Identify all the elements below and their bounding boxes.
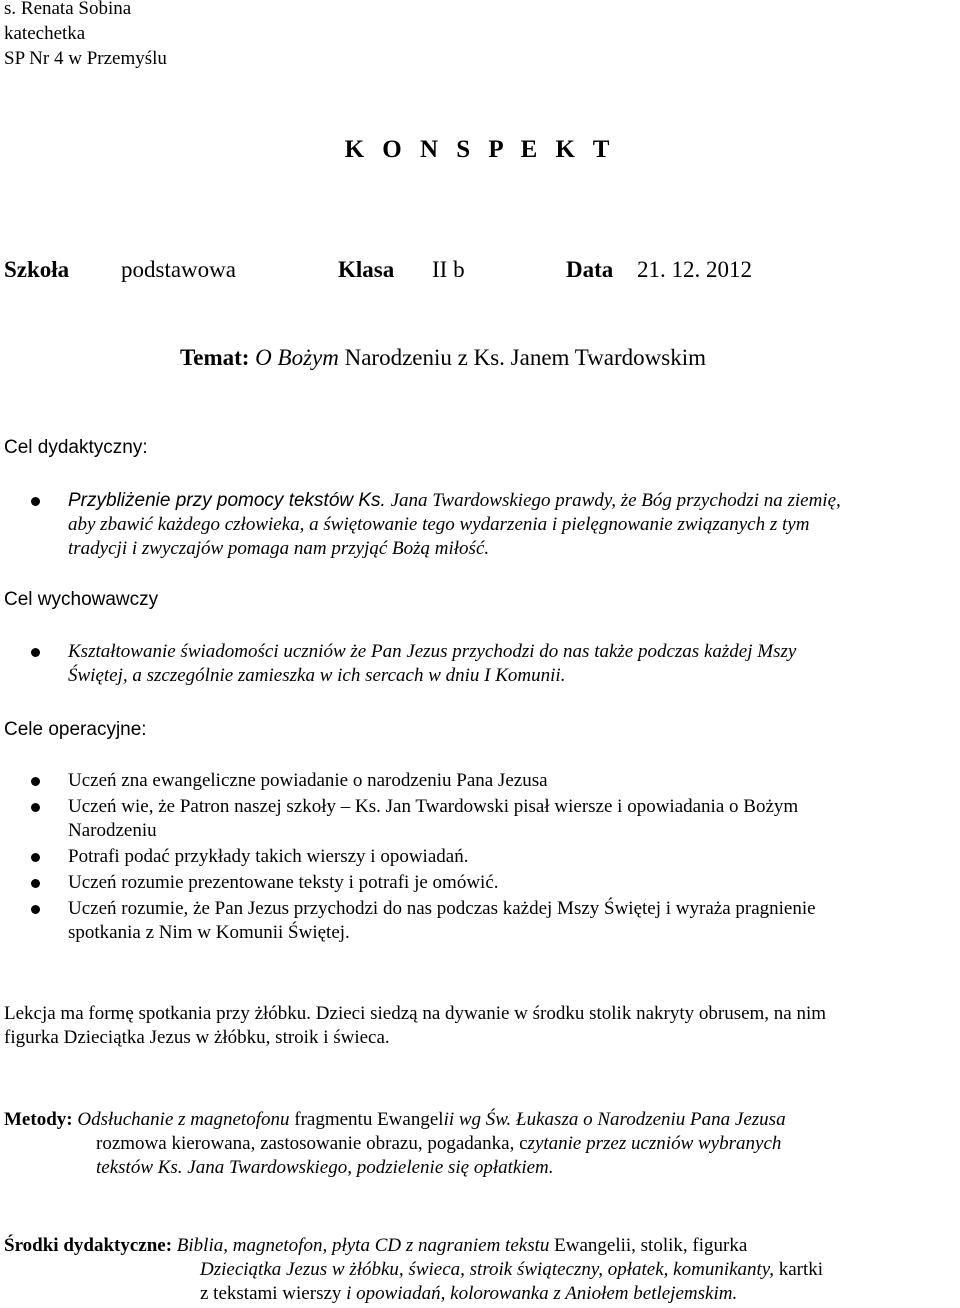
methods-label: Metody: xyxy=(4,1109,73,1130)
resources-text: kartki xyxy=(773,1259,824,1280)
bullet-icon xyxy=(31,879,40,888)
meta-row xyxy=(0,258,960,288)
methods-text: zytanie przez uczniów wybranych xyxy=(527,1133,782,1154)
bullet-icon xyxy=(31,853,40,862)
lesson-form-paragraph xyxy=(4,1002,960,1050)
list-item xyxy=(0,640,936,688)
school-value: podstawowa xyxy=(121,257,236,282)
didactic-line-1 xyxy=(68,489,936,513)
methods-text: Odsłuchanie z magnetofonu xyxy=(77,1109,290,1130)
educational-line-1: Kształtowanie świadomości uczniów że Pan Jezus przychodzi do nas także podczas każdej Mszy xyxy=(68,641,797,662)
topic-value-italic: O Bożym xyxy=(255,345,339,370)
bullet-icon xyxy=(31,497,40,506)
methods-line-3: tekstów Ks. Jana Twardowskiego, podzielenie się opłatkiem. xyxy=(96,1157,554,1178)
list-item xyxy=(0,845,936,869)
methods-line-2 xyxy=(4,1132,960,1156)
topic-value: Narodzeniu z Ks. Janem Twardowskim xyxy=(344,345,707,370)
bullet-icon xyxy=(31,648,40,657)
methods-text: ii wg Św. Łukasza o Narodzeniu Pana Jezusa xyxy=(443,1109,786,1130)
bullet-icon xyxy=(31,905,40,914)
operational-item-text-cont: spotkania z Nim w Komunii Świętej. xyxy=(68,922,350,943)
methods-paragraph xyxy=(4,1108,960,1180)
operational-list xyxy=(0,769,960,945)
author-block xyxy=(4,0,167,72)
methods-line-1 xyxy=(4,1108,960,1132)
document-title: K O N S P E K T xyxy=(344,136,616,163)
educational-line-2: Świętej, a szczególnie zamieszka w ich sercach w dniu I Komunii. xyxy=(68,665,566,686)
resources-paragraph xyxy=(4,1234,960,1306)
author-school: SP Nr 4 w Przemyślu xyxy=(4,48,167,69)
school-label: Szkoła xyxy=(4,257,70,282)
topic-label: Temat: xyxy=(180,345,250,370)
operational-item-text: Uczeń rozumie prezentowane teksty i potrafi je omówić. xyxy=(68,872,499,893)
didactic-line-3: tradycji i zwyczajów pomaga nam przyjąć Bożą miłość. xyxy=(68,538,490,559)
list-item xyxy=(0,489,936,561)
author-role: katechetka xyxy=(4,23,86,44)
list-item xyxy=(0,769,936,793)
bullet-icon xyxy=(31,803,40,812)
resources-line-2 xyxy=(4,1258,960,1282)
list-item xyxy=(0,871,936,895)
operational-item-text-cont: Narodzeniu xyxy=(68,820,157,841)
operational-item-text: Uczeń wie, że Patron naszej szkoły – Ks. Jan Twardowski pisał wiersze i opowiadania o Bożym xyxy=(68,796,799,817)
topic-line xyxy=(180,346,706,370)
operational-item-text: Uczeń rozumie, że Pan Jezus przychodzi do nas podczas każdej Mszy Świętej i wyraża pragnienie xyxy=(68,898,816,919)
didactic-list xyxy=(0,489,960,561)
class-label: Klasa xyxy=(338,257,395,282)
didactic-lead: Przybliżenie przy pomocy tekstów Ks. xyxy=(68,490,386,511)
educational-list xyxy=(0,640,960,688)
methods-text: fragmentu Ewangel xyxy=(289,1109,444,1130)
operational-heading: Cele operacyjne: xyxy=(4,719,147,740)
author-name: s. Renata Sobina xyxy=(4,0,132,19)
resources-line-3 xyxy=(4,1282,960,1306)
date-label: Data xyxy=(566,257,614,282)
didactic-heading: Cel dydaktyczny: xyxy=(4,437,148,458)
resources-text: Dzieciątka Jezus w żłóbku, świeca, stroik świąteczny, opłatek, komunikanty, xyxy=(200,1259,774,1280)
lesson-form-line-2: figurka Dzieciątka Jezus w żłóbku, stroik i świeca. xyxy=(4,1027,390,1048)
educational-heading: Cel wychowawczy xyxy=(4,589,159,610)
class-value: II b xyxy=(432,257,465,282)
lesson-form-line-1: Lekcja ma formę spotkania przy żłóbku. Dzieci siedzą na dywanie w środku stolik nakryty obrusem, na nim xyxy=(4,1003,827,1024)
operational-item-text: Uczeń zna ewangeliczne powiadanie o narodzeniu Pana Jezusa xyxy=(68,770,548,791)
resources-text: Biblia, magnetofon, płyta CD z nagraniem tekstu xyxy=(176,1235,550,1256)
resources-text: i opowiadań, kolorowanka z Aniołem betlejemskim. xyxy=(346,1283,738,1304)
date-value: 21. 12. 2012 xyxy=(637,257,752,282)
bullet-icon xyxy=(31,777,40,786)
list-item xyxy=(0,795,936,843)
methods-text: rozmowa kierowana, zastosowanie obrazu, pogadanka, c xyxy=(96,1133,528,1154)
resources-label: Środki dydaktyczne: xyxy=(4,1235,173,1256)
resources-text: Ewangelii, stolik, figurka xyxy=(549,1235,748,1256)
didactic-text: Jana Twardowskiego prawdy, że Bóg przychodzi na ziemię, xyxy=(385,490,841,511)
resources-line-1 xyxy=(4,1234,960,1258)
resources-text: z tekstami wierszy xyxy=(200,1283,347,1304)
operational-item-text: Potrafi podać przykłady takich wierszy i opowiadań. xyxy=(68,846,469,867)
list-item xyxy=(0,897,936,945)
didactic-line-2: aby zbawić każdego człowieka, a świętowanie tego wydarzenia i pielęgnowanie związanych z tym xyxy=(68,514,810,535)
